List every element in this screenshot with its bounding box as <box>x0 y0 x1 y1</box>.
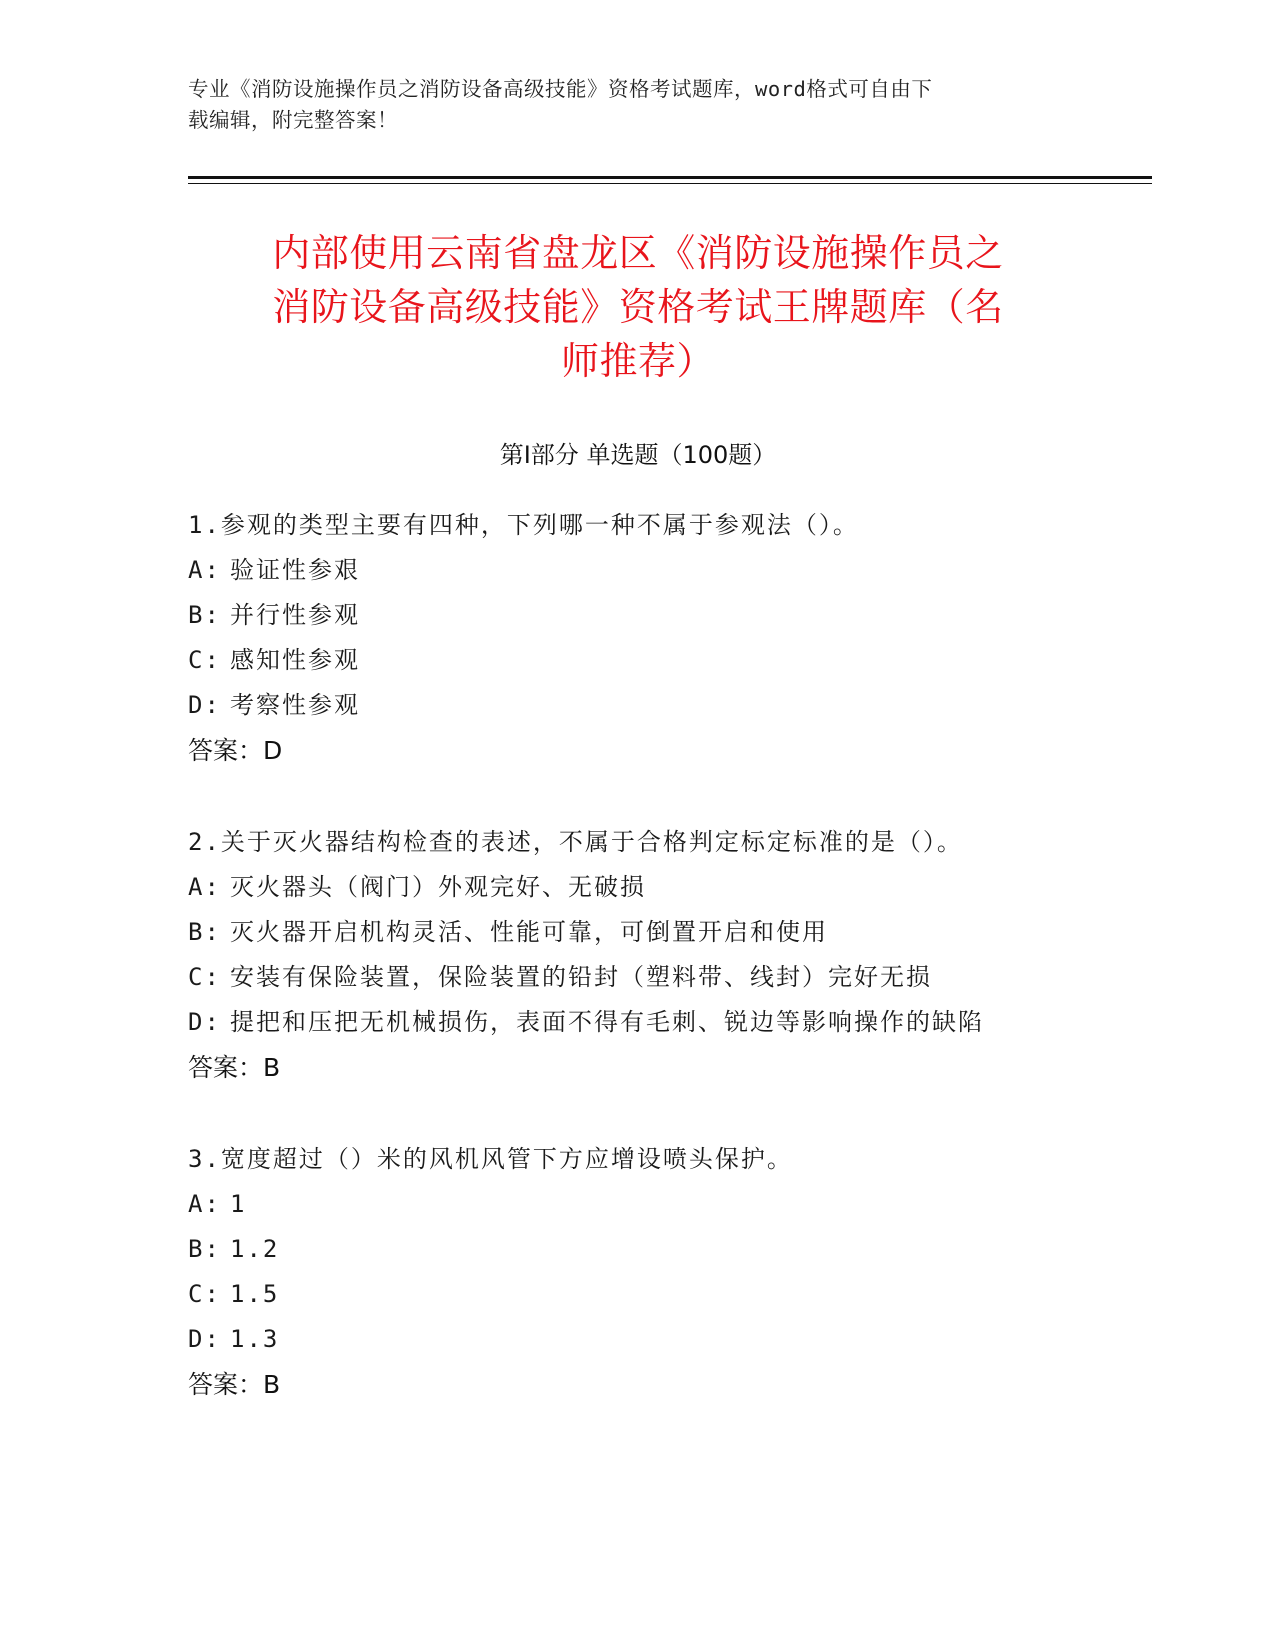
option-a <box>188 1182 1088 1227</box>
option-text: 1.2 <box>230 1235 280 1263</box>
option-text: 提把和压把无机械损伤，表面不得有毛刺、锐边等影响操作的缺陷 <box>230 1008 984 1036</box>
option-text: 安装有保险装置，保险装置的铅封（塑料带、线封）完好无损 <box>230 963 932 991</box>
option-text: 并行性参观 <box>230 601 360 629</box>
option-text: 感知性参观 <box>230 646 360 674</box>
section-title: 第Ⅰ部分 单选题（100题） <box>499 441 777 469</box>
question-stem: 3.宽度超过（）米的风机风管下方应增设喷头保护。 <box>188 1145 793 1173</box>
option-text: 考察性参观 <box>230 691 360 719</box>
option-key: A: <box>188 873 221 901</box>
document-title <box>188 226 1088 388</box>
option-d <box>188 683 1088 728</box>
option-d <box>188 1317 1088 1362</box>
header-note <box>188 74 1088 136</box>
answer-line: 答案：B <box>188 1053 281 1082</box>
option-text: 灭火器开启机构灵活、性能可靠，可倒置开启和使用 <box>230 918 828 946</box>
question-1 <box>188 503 1088 774</box>
option-b <box>188 910 1088 955</box>
header-note-line: 载编辑，附完整答案！ <box>188 108 398 132</box>
option-key: C: <box>188 963 221 991</box>
option-b <box>188 593 1088 638</box>
option-text: 1.5 <box>230 1280 280 1308</box>
title-line: 消防设备高级技能》资格考试王牌题库（名 <box>272 285 1004 329</box>
option-key: C: <box>188 1280 221 1308</box>
option-b <box>188 1227 1088 1272</box>
option-key: B: <box>188 918 221 946</box>
option-a <box>188 548 1088 593</box>
answer-line: 答案：D <box>188 736 283 765</box>
option-key: A: <box>188 1190 221 1218</box>
option-c <box>188 638 1088 683</box>
option-key: D: <box>188 691 221 719</box>
option-key: C: <box>188 646 221 674</box>
option-a <box>188 865 1088 910</box>
option-text: 灭火器头（阀门）外观完好、无破损 <box>230 873 646 901</box>
option-text: 验证性参艰 <box>230 556 360 584</box>
option-d <box>188 1000 1088 1045</box>
option-text: 1 <box>230 1190 247 1218</box>
option-c <box>188 955 1088 1000</box>
header-note-line: 专业《消防设施操作员之消防设备高级技能》资格考试题库，word格式可自由下 <box>188 77 933 101</box>
title-line: 内部使用云南省盘龙区《消防设施操作员之 <box>272 231 1004 275</box>
option-key: B: <box>188 1235 221 1263</box>
question-2 <box>188 820 1088 1091</box>
option-text: 1.3 <box>230 1325 280 1353</box>
answer-line: 答案：B <box>188 1370 281 1399</box>
question-3 <box>188 1137 1088 1408</box>
header-divider-thin <box>188 183 1152 184</box>
title-line: 师推荐） <box>560 339 715 383</box>
question-stem: 2.关于灭火器结构检查的表述，不属于合格判定标定标准的是（）。 <box>188 828 963 856</box>
option-key: A: <box>188 556 221 584</box>
option-key: B: <box>188 601 221 629</box>
option-key: D: <box>188 1008 221 1036</box>
option-key: D: <box>188 1325 221 1353</box>
question-stem: 1.参观的类型主要有四种，下列哪一种不属于参观法（）。 <box>188 511 859 539</box>
header-divider-thick <box>188 176 1152 179</box>
option-c <box>188 1272 1088 1317</box>
